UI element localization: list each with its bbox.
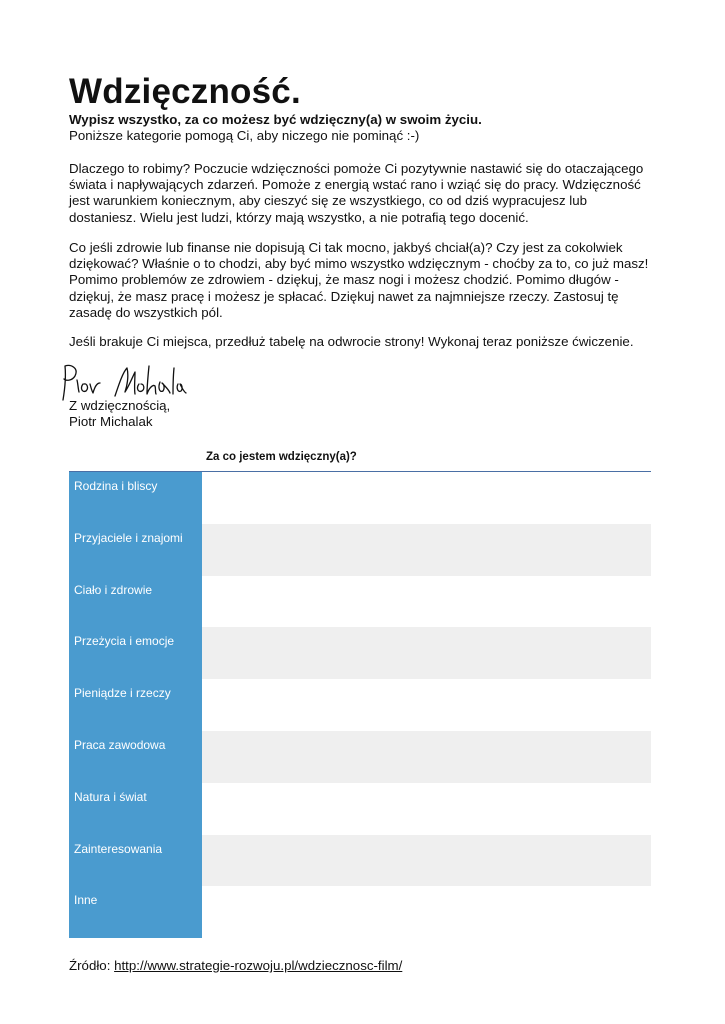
paragraph-instruction bbox=[69, 334, 659, 350]
closing-line: Z wdzięcznością, bbox=[69, 398, 171, 413]
table-row bbox=[69, 576, 651, 628]
entry-cell[interactable] bbox=[202, 731, 651, 783]
source-line bbox=[69, 958, 402, 973]
paragraph-line: Jeśli brakuje Ci miejsca, przedłuż tabelę na odwrocie strony! Wykonaj teraz poniższe ćwiczenie. bbox=[69, 334, 634, 349]
source-label: Źródło: bbox=[69, 958, 115, 973]
paragraph-line: dziękować? Właśnie o to chodzi, aby być mimo wszystko wdzięcznym - choćby za to, co już masz! bbox=[69, 256, 649, 272]
paragraph-line: jest warunkiem koniecznym, aby cieszyć się ze wszystkiego, co od dziś wypracujesz lub bbox=[69, 193, 588, 209]
entry-cell[interactable] bbox=[202, 886, 651, 938]
category-label: Rodzina i bliscy bbox=[69, 472, 202, 524]
table-row bbox=[69, 783, 651, 835]
entry-cell[interactable] bbox=[202, 627, 651, 679]
entry-cell[interactable] bbox=[202, 835, 651, 887]
table-row bbox=[69, 524, 651, 576]
paragraph-line: dziękuj, że masz pracę i możesz je spłacać. Dziękuj nawet za najmniejsze rzeczy. Zastosuj tę bbox=[69, 288, 619, 304]
table-row bbox=[69, 472, 651, 524]
category-label: Ciało i zdrowie bbox=[69, 576, 202, 628]
page-title: Wdzięczność. bbox=[69, 72, 301, 111]
gratitude-table bbox=[69, 472, 651, 938]
entry-cell[interactable] bbox=[202, 472, 651, 524]
table-header: Za co jestem wdzięczny(a)? bbox=[206, 451, 357, 463]
category-label: Inne bbox=[69, 886, 202, 938]
category-label: Zainteresowania bbox=[69, 835, 202, 887]
paragraph-line: dostaniesz. Wielu jest ludzi, którzy mają wszystko, a nie potrafią tego docenić. bbox=[69, 209, 529, 225]
table-row bbox=[69, 886, 651, 938]
category-label: Praca zawodowa bbox=[69, 731, 202, 783]
table-row bbox=[69, 679, 651, 731]
category-label: Natura i świat bbox=[69, 783, 202, 835]
paragraph-line: Pomimo problemów ze zdrowiem - dziękuj, że masz nogi i możesz chodzić. Pomimo długów - bbox=[69, 272, 619, 288]
category-label: Przeżycia i emocje bbox=[69, 627, 202, 679]
table-row bbox=[69, 731, 651, 783]
paragraph-why bbox=[69, 161, 659, 226]
entry-cell[interactable] bbox=[202, 524, 651, 576]
paragraph-line: zasadę do wszystkich pól. bbox=[69, 304, 223, 320]
table-row bbox=[69, 627, 651, 679]
entry-cell[interactable] bbox=[202, 679, 651, 731]
category-label: Pieniądze i rzeczy bbox=[69, 679, 202, 731]
entry-cell[interactable] bbox=[202, 783, 651, 835]
paragraph-line: świata i napływających zdarzeń. Pomoże z energią wstać rano i wziąć się do pracy. Wdzięczność bbox=[69, 177, 641, 193]
author-name: Piotr Michalak bbox=[69, 414, 153, 429]
table-row bbox=[69, 835, 651, 887]
source-link[interactable]: http://www.strategie-rozwoju.pl/wdziecznosc-film/ bbox=[114, 958, 403, 973]
entry-cell[interactable] bbox=[202, 576, 651, 628]
paragraph-what-if bbox=[69, 240, 659, 321]
paragraph-line: Dlaczego to robimy? Poczucie wdzięczności pomoże Ci pozytywnie nastawić się do otaczającego bbox=[69, 161, 644, 176]
paragraph-line: Co jeśli zdrowie lub finanse nie dopisują Ci tak mocno, jakbyś chciał(a)? Czy jest za cokolwiek bbox=[69, 240, 623, 255]
page-subtitle: Wypisz wszystko, za co możesz być wdzięczny(a) w swoim życiu. bbox=[69, 112, 482, 127]
category-label: Przyjaciele i znajomi bbox=[69, 524, 202, 576]
closing-signoff bbox=[69, 398, 170, 430]
intro-text: Poniższe kategorie pomogą Ci, aby niczego nie pominąć :-) bbox=[69, 128, 420, 143]
